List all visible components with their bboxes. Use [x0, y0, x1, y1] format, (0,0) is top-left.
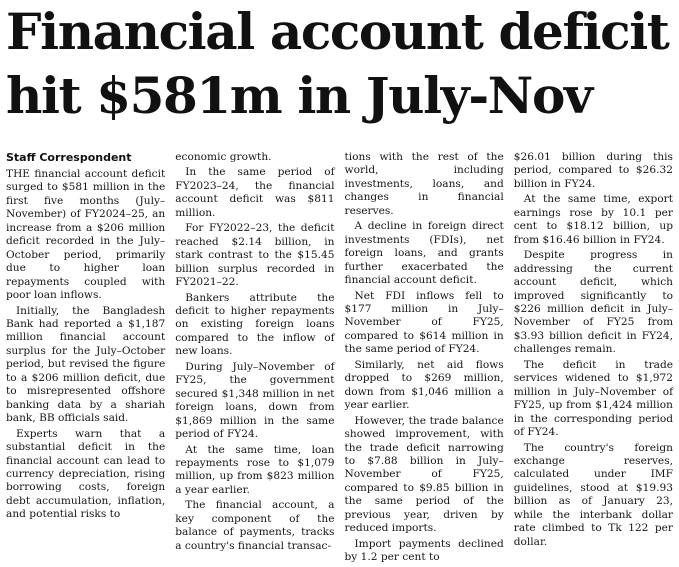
paragraph: For FY2022–23, the deficit reached $2.14 billion, in stark contrast to the $15.45 billion surplus recorded in FY2021–22. [175, 222, 335, 289]
paragraph: tions with the rest of the world, including investments, loans, and changes in financial reserves. [344, 151, 504, 217]
paragraph: THE financial account deficit surged to $581 million in the first five months (July–November) of FY2024–25, an increase from a $206 million deficit recorded in the July–October period, primarily due to higher loan repayments coupled with poor loan inflows. [6, 168, 166, 302]
paragraph: $26.01 billion during this period, compared to $26.32 billion in FY24. [513, 151, 673, 190]
headline [0, 0, 679, 128]
paragraph: Bankers attribute the deficit to higher repayments on existing foreign loans compared to the inflow of new loans. [175, 291, 335, 358]
column-2 [175, 151, 334, 567]
paragraph: Net FDI inflows fell to $177 million in July–November of FY25, compared to $614 million in the same period of FY24. [344, 289, 504, 356]
paragraph: Import payments declined by 1.2 per cent to [344, 537, 504, 564]
paragraph: The deficit in trade services widened to $1,972 million in July–November of FY25, up from $1,424 million in the corresponding period of FY24. [513, 358, 673, 439]
headline-line-2: hit $581m in July-Nov [6, 66, 592, 125]
paragraph: Despite progress in addressing the current account deficit, which improved significantly to $226 million deficit in July–November of FY25 from $3.93 billion deficit in FY24, challenges remain. [513, 249, 673, 356]
column-4 [514, 151, 673, 567]
paragraph: economic growth. [175, 151, 272, 163]
paragraph: A decline in foreign direct investments (FDIs), net foreign loans, and grants further exacerbated the financial account deficit. [344, 220, 504, 287]
paragraph: Similarly, net aid flows dropped to $269 million, down from $1,046 million a year earlier. [344, 358, 504, 412]
column-3 [345, 151, 504, 567]
byline: Staff Correspondent [6, 151, 132, 164]
column-1 [6, 151, 165, 567]
paragraph: In the same period of FY2023–24, the financial account deficit was $811 million. [175, 166, 335, 219]
paragraph: At the same time, loan repayments rose to $1,079 million, up from $823 million a year earlier. [175, 443, 335, 496]
paragraph: Initially, the Bangladesh Bank had reported a $1,187 million financial account surplus for the July–October period, but revised the figure to a $206 million deficit, due to misrepresented offshore banking data by a shariah bank, BB officials said. [6, 304, 166, 425]
headline-line-1: Financial account deficit [6, 2, 669, 61]
paragraph: However, the trade balance showed improvement, with the trade deficit narrowing to $7.88 billion in July–November of FY25, compared to $9.85 billion in the same period of the previous year, driven by reduced imports. [344, 414, 504, 535]
paragraph: At the same time, export earnings rose by 10.1 per cent to $18.12 billion, up from $16.46 billion in FY24. [513, 193, 673, 246]
paragraph: Experts warn that a substantial deficit in the financial account can lead to currency depreciation, rising borrowing costs, foreign debt accumulation, inflation, and potential risks to [6, 427, 166, 521]
paragraph: The country's foreign exchange reserves, calculated under IMF guidelines, stood at $19.93 billion as of January 23, while the interbank dollar rate climbed to Tk 122 per dollar. [513, 441, 673, 548]
paragraph: During July–November of FY25, the government secured $1,348 million in net foreign loans, down from $1,869 million in the same period of FY24. [175, 360, 335, 441]
paragraph: The financial account, a key component of the balance of payments, tracks a country's financial transac- [175, 499, 335, 552]
article-body [6, 151, 673, 564]
